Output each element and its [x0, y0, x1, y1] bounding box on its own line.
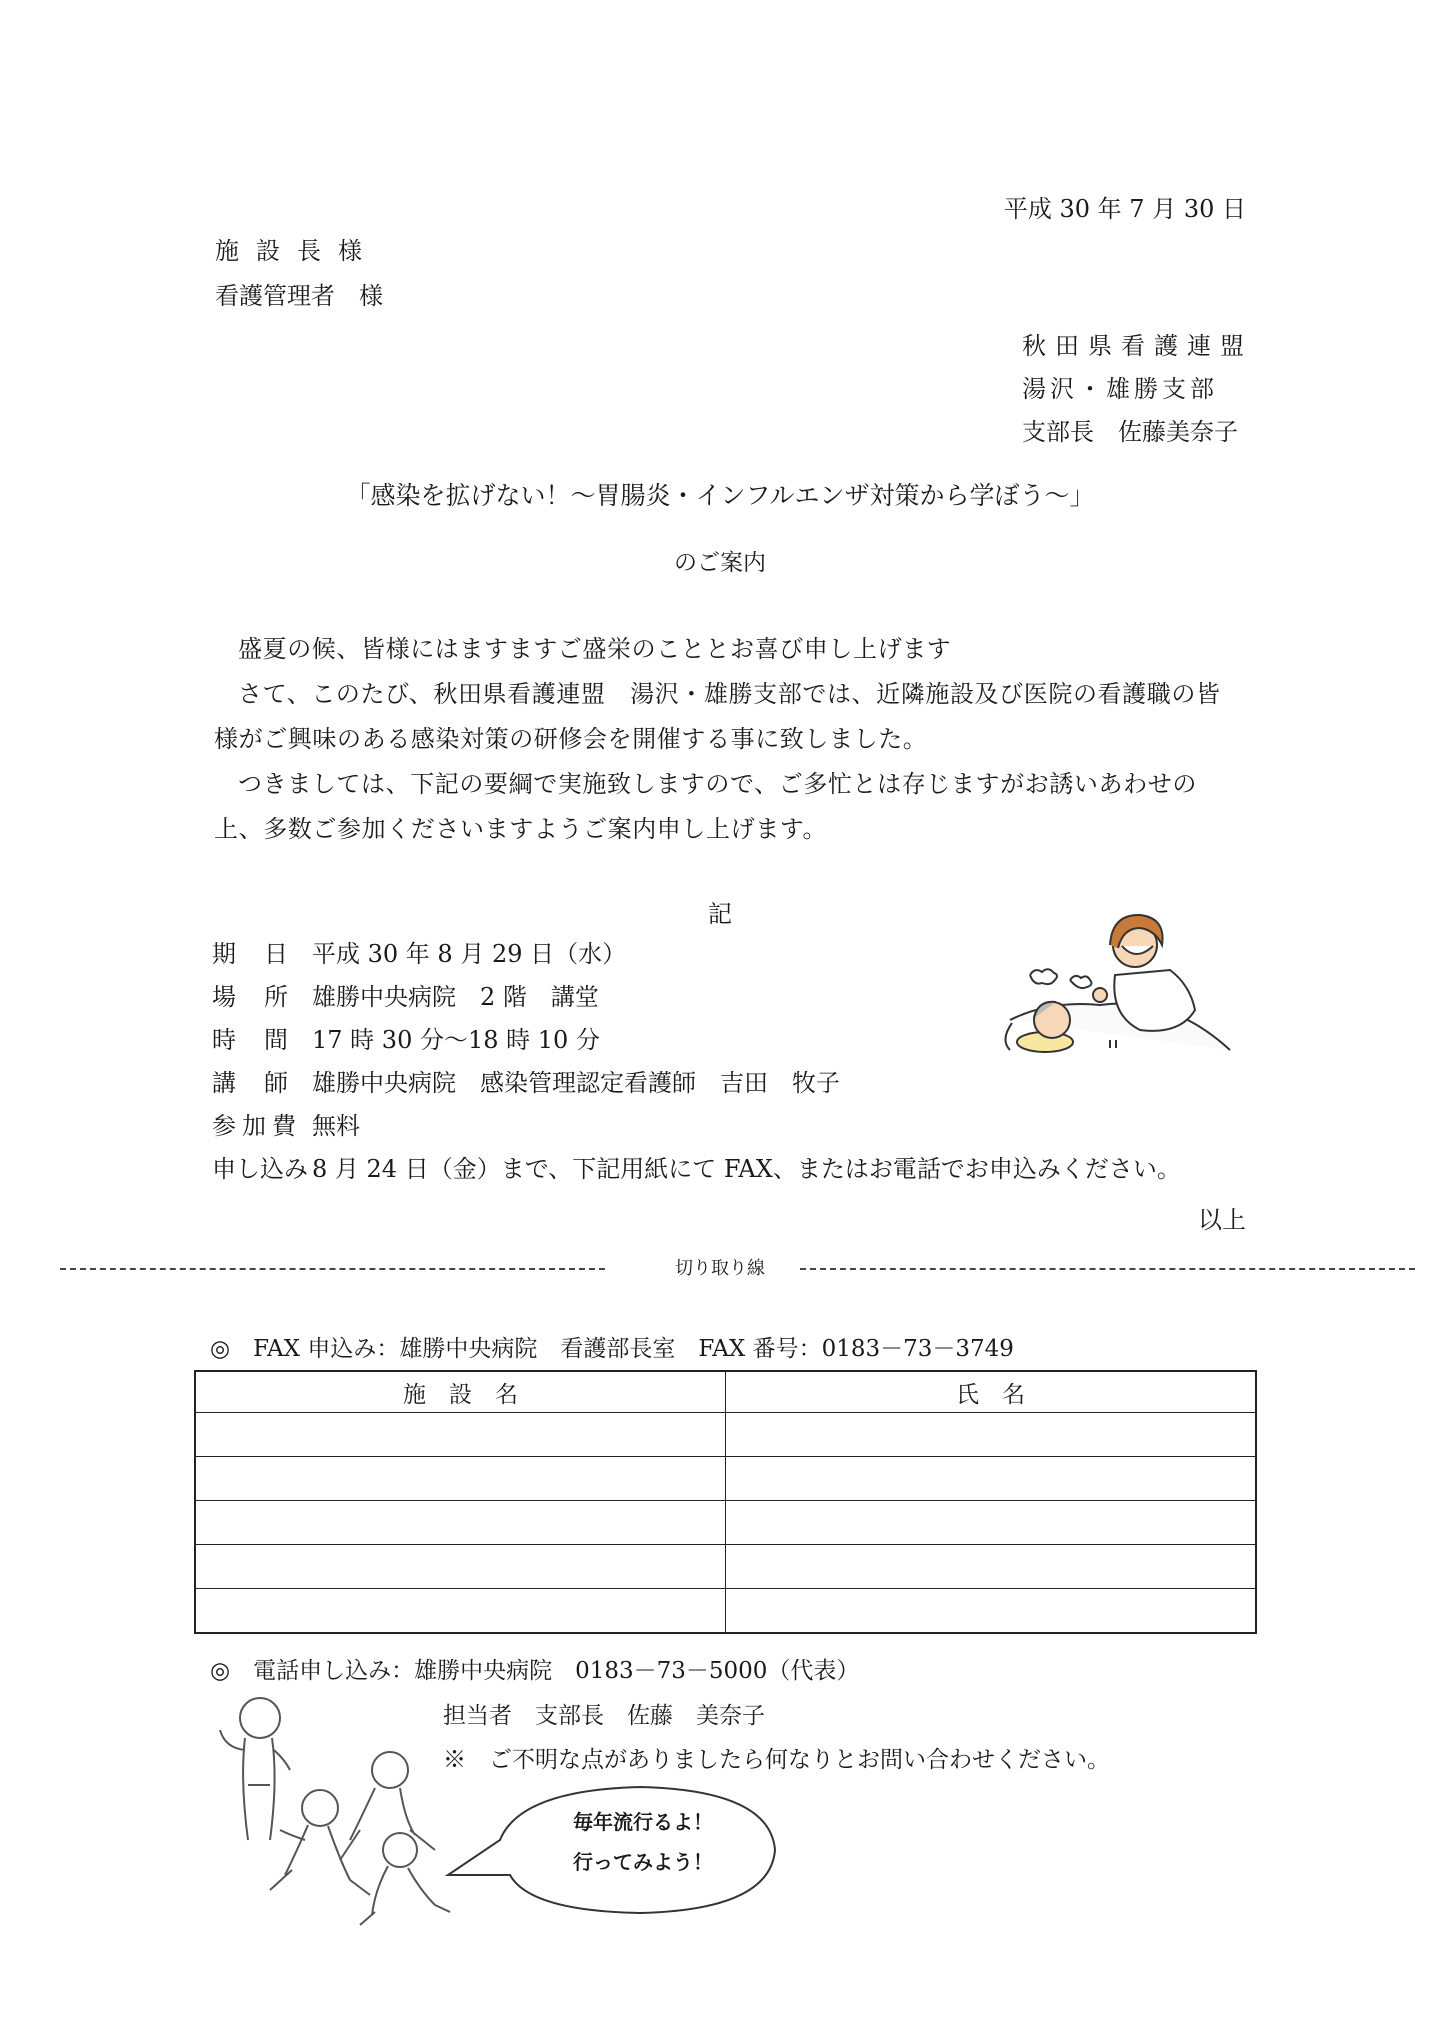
facility-name-cell[interactable] — [195, 1545, 726, 1589]
facility-name-cell[interactable] — [195, 1457, 726, 1501]
detail-label: 期日 — [212, 940, 316, 968]
detail-label: 講師 — [212, 1069, 316, 1097]
person-name-cell[interactable] — [726, 1413, 1257, 1457]
bubble-text-line2: 行ってみよう！ — [573, 1850, 713, 1874]
sender-name: 支部長 佐藤美奈子 — [1022, 418, 1238, 446]
person-name-cell[interactable] — [726, 1545, 1257, 1589]
addressee-facility-head: 施設長様 — [215, 237, 379, 265]
detail-date — [212, 934, 626, 969]
detail-label: 申し込み — [212, 1155, 308, 1183]
fax-application-line: ◎ FAX 申込み：雄勝中央病院 看護部長室 FAX 番号：0183－73－3749 — [210, 1336, 1014, 1362]
announcement-paragraph: さて、このたび、秋田県看護連盟 湯沢・雄勝支部では、近隣施設及び医院の看護職の皆様がご興味のある感染対策の研修会を開催する事に致しました。 — [214, 680, 1221, 753]
cut-line-label: 切り取り線 — [675, 1258, 765, 1279]
sender-branch: 湯沢・雄勝支部 — [1022, 375, 1218, 403]
table-row — [195, 1413, 1256, 1457]
table-row — [195, 1457, 1256, 1501]
ki-heading: 記 — [708, 900, 732, 928]
sender-organization: 秋田県看護連盟 — [1022, 332, 1253, 360]
person-name-cell[interactable] — [726, 1589, 1257, 1634]
document-title: 「感染を拡げない！～胃腸炎・インフルエンザ対策から学ぼう～」 — [345, 481, 1095, 510]
detail-time — [212, 1020, 600, 1055]
detail-value: 雄勝中央病院 感染管理認定看護師 吉田 牧子 — [312, 1069, 840, 1097]
nurse-patient-illustration — [990, 900, 1250, 1090]
person-name-header: 氏 名 — [726, 1371, 1257, 1413]
person-name-cell[interactable] — [726, 1457, 1257, 1501]
detail-label: 参加費 — [212, 1112, 302, 1140]
detail-place — [212, 977, 599, 1012]
facility-name-cell[interactable] — [195, 1589, 726, 1634]
detail-label: 時間 — [212, 1026, 316, 1054]
detail-value: 雄勝中央病院 2 階 講堂 — [312, 983, 599, 1011]
facility-name-cell[interactable] — [195, 1501, 726, 1545]
facility-name-cell[interactable] — [195, 1413, 726, 1457]
letter-date: 平成 30 年 7 月 30 日 — [1003, 195, 1246, 223]
ijo-closing: 以上 — [1198, 1206, 1246, 1234]
detail-value: 平成 30 年 8 月 29 日（水） — [312, 940, 627, 968]
detail-label: 場所 — [212, 983, 316, 1011]
facility-name-header: 施 設 名 — [195, 1371, 726, 1413]
detail-value: 8 月 24 日（金）まで、下記用紙にて FAX、またはお電話でお申込みください。 — [312, 1155, 1181, 1183]
application-form-table — [194, 1370, 1257, 1634]
detail-lecturer — [212, 1063, 840, 1098]
invitation-paragraph: つきましては、下記の要綱で実施致しますので、ご多忙とは存じますがお誘いあわせの上、多数ご参加くださいますようご案内申し上げます。 — [214, 770, 1197, 843]
table-row — [195, 1545, 1256, 1589]
detail-application — [212, 1149, 1181, 1184]
inquiry-note: ※ ご不明な点がありましたら何なりとお問い合わせください。 — [443, 1747, 1110, 1773]
addressee-nursing-manager: 看護管理者 様 — [215, 282, 383, 310]
detail-value: 17 時 30 分～18 時 10 分 — [312, 1026, 600, 1054]
table-header-row — [195, 1371, 1256, 1413]
person-name-cell[interactable] — [726, 1501, 1257, 1545]
greeting-paragraph: 盛夏の候、皆様にはますますご盛栄のこととお喜び申し上げます — [238, 635, 952, 663]
detail-value: 無料 — [312, 1112, 360, 1140]
detail-fee — [212, 1106, 360, 1141]
phone-application-line: ◎ 電話申し込み：雄勝中央病院 0183－73－5000（代表） — [210, 1658, 860, 1684]
letter-body — [214, 627, 1244, 852]
running-people-illustration — [200, 1690, 470, 1930]
table-row — [195, 1589, 1256, 1634]
bubble-text-line1: 毎年流行るよ！ — [573, 1810, 713, 1834]
document-subtitle: のご案内 — [674, 550, 766, 576]
contact-person: 担当者 支部長 佐藤 美奈子 — [443, 1703, 765, 1729]
table-row — [195, 1501, 1256, 1545]
